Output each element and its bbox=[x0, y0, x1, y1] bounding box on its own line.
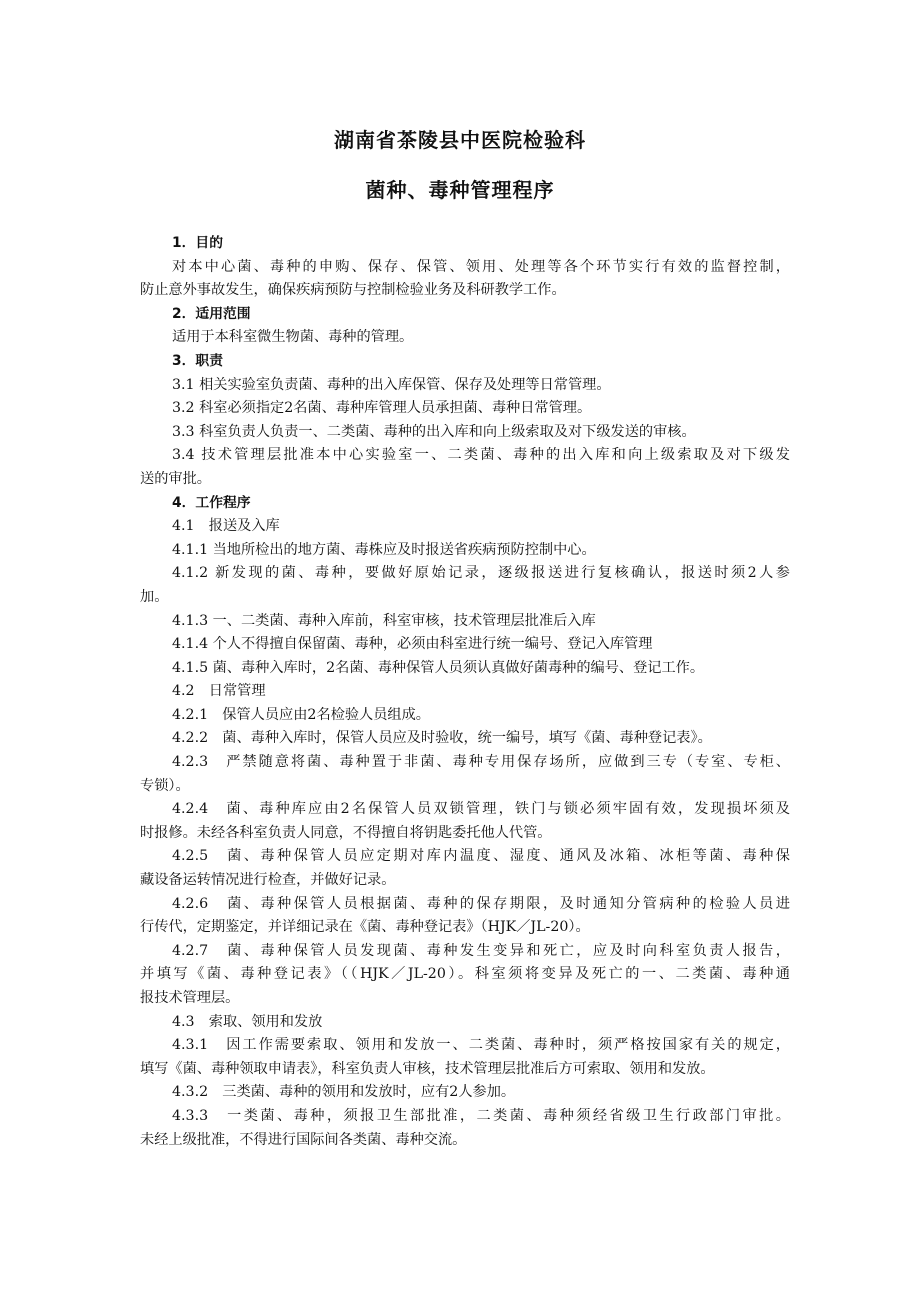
paragraph-line: 3.4 技术管理层批准本中心实验室一、二类菌、毒种的出入库和向上级索取及对下级发 bbox=[172, 447, 790, 464]
section-heading-scope: 2．适用范围 bbox=[172, 305, 251, 322]
paragraph-line: 专锁）。 bbox=[140, 777, 190, 794]
paragraph-line: 加。 bbox=[140, 588, 169, 605]
paragraph-line: 4.1.1 当地所检出的地方菌、毒株应及时报送省疾病预防控制中心。 bbox=[172, 541, 596, 558]
paragraph-line: 未经上级批准，不得进行国际间各类菌、毒种交流。 bbox=[140, 1131, 467, 1148]
paragraph-line: 藏设备运转情况进行检查，并做好记录。 bbox=[140, 872, 396, 889]
paragraph-line: 3.3 科室负责人负责一、二类菌、毒种的出入库和向上级索取及对下级发送的审核。 bbox=[172, 423, 696, 440]
paragraph-line: 4.2.3 严禁随意将菌、毒种置于非菌、毒种专用保存场所，应做到三专（专室、专柜、 bbox=[172, 754, 790, 771]
paragraph-line: 送的审批。 bbox=[140, 470, 211, 487]
subsection-heading: 4.3 索取、领用和发放 bbox=[172, 1013, 323, 1030]
document-title-line1: 湖南省茶陵县中医院检验科 bbox=[334, 128, 586, 152]
document-body bbox=[140, 232, 790, 1152]
paragraph-line: 3.2 科室必须指定2名菌、毒种库管理人员承担菌、毒种日常管理。 bbox=[172, 400, 592, 417]
paragraph-line: 并填写《菌、毒种登记表》（（HJK／JL-20）。科室须将变异及死亡的一、二类菌、毒种通 bbox=[140, 966, 790, 983]
paragraph-line: 4.3.1 因工作需要索取、领用和发放一、二类菌、毒种时，须严格按国家有关的规定， bbox=[172, 1037, 790, 1054]
paragraph-line: 对本中心菌、毒种的申购、保存、保管、领用、处理等各个环节实行有效的监督控制， bbox=[172, 258, 790, 275]
paragraph-line: 时报修。未经各科室负责人同意，不得擅自将钥匙委托他人代管。 bbox=[140, 824, 552, 841]
paragraph-line: 防止意外事故发生，确保疾病预防与控制检验业务及科研教学工作。 bbox=[140, 282, 566, 299]
paragraph-line: 3.1 相关实验室负责菌、毒种的出入库保管、保存及处理等日常管理。 bbox=[172, 376, 611, 393]
paragraph-line: 4.1.5 菌、毒种入库时，2名菌、毒种保管人员须认真做好菌毒种的编号、登记工作。 bbox=[172, 659, 705, 676]
section-heading-responsibilities: 3．职责 bbox=[172, 352, 223, 369]
paragraph-line: 填写《菌、毒种领取申请表》，科室负责人审核，技术管理层批准后方可索取、领用和发放。 bbox=[140, 1060, 715, 1077]
section-heading-procedure: 4．工作程序 bbox=[172, 494, 251, 511]
paragraph-line: 报技术管理层。 bbox=[140, 990, 240, 1006]
paragraph-line: 4.2.4 菌、毒种库应由2名保管人员双锁管理，铁门与锁必须牢固有效，发现损坏须及 bbox=[172, 801, 790, 818]
paragraph-line: 4.2.5 菌、毒种保管人员应定期对库内温度、湿度、通风及冰箱、冰柜等菌、毒种保 bbox=[172, 848, 790, 865]
section-heading-purpose: 1．目的 bbox=[172, 235, 223, 251]
paragraph-line: 4.2.1 保管人员应由2名检验人员组成。 bbox=[172, 706, 430, 723]
paragraph-line: 4.2.6 菌、毒种保管人员根据菌、毒种的保存期限，及时通知分管病种的检验人员进 bbox=[172, 895, 790, 912]
paragraph-line: 适用于本科室微生物菌、毒种的管理。 bbox=[172, 329, 414, 346]
paragraph-line: 4.3.2 三类菌、毒种的领用和发放时，应有2人参加。 bbox=[172, 1084, 516, 1101]
paragraph-line: 行传代，定期鉴定，并详细记录在《菌、毒种登记表》（HJK／JL-20）。 bbox=[140, 919, 590, 936]
paragraph-line: 4.1.3 一、二类菌、毒种入库前，科室审核，技术管理层批准后入库 bbox=[172, 612, 596, 629]
paragraph-line: 4.3.3 一类菌、毒种，须报卫生部批准，二类菌、毒种须经省级卫生行政部门审批。 bbox=[172, 1107, 790, 1124]
subsection-heading: 4.1 报送及入库 bbox=[172, 518, 280, 535]
document-title-line2: 菌种、毒种管理程序 bbox=[365, 178, 555, 202]
subsection-heading: 4.2 日常管理 bbox=[172, 683, 266, 700]
paragraph-line: 4.1.4 个人不得擅自保留菌、毒种，必须由科室进行统一编号、登记入库管理 bbox=[172, 636, 653, 653]
paragraph-line: 4.2.7 菌、毒种保管人员发现菌、毒种发生变异和死亡，应及时向科室负责人报告， bbox=[172, 942, 790, 959]
paragraph-line: 4.2.2 菌、毒种入库时，保管人员应及时验收，统一编号，填写《菌、毒种登记表》。 bbox=[172, 730, 712, 747]
paragraph-line: 4.1.2 新发现的菌、毒种，要做好原始记录，逐级报送进行复核确认，报送时须2人参 bbox=[172, 565, 790, 582]
